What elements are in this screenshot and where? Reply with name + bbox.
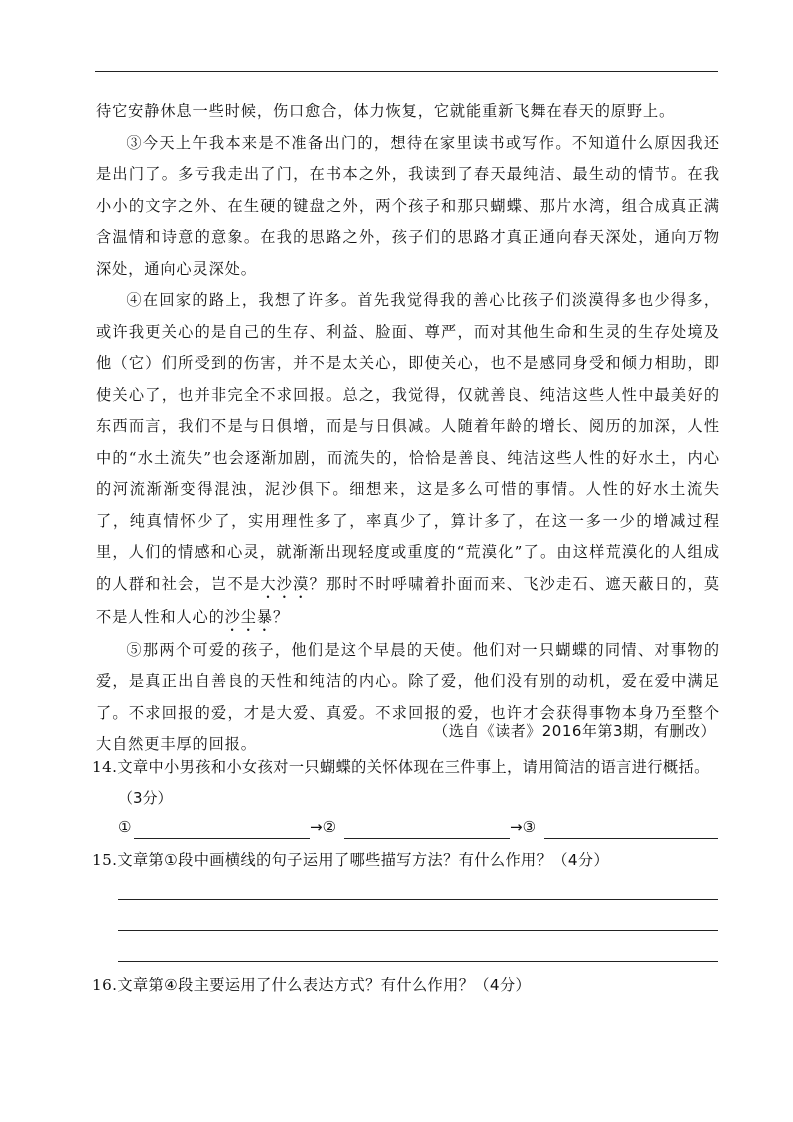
answer-line-15-2[interactable]: [118, 930, 718, 931]
blank-2-marker: →②: [310, 818, 337, 836]
question-15-text: 文章第①段中画横线的句子运用了哪些描写方法？有什么作用？（4分）: [117, 851, 610, 869]
answer-line-15-1[interactable]: [118, 899, 718, 900]
header-rule: [95, 71, 718, 72]
answer-blank-3[interactable]: [544, 838, 718, 839]
paragraph-continued: 待它安静休息一些时候，伤口愈合，体力恢复，它就能重新飞舞在春天的原野上。: [96, 102, 676, 120]
question-16-number: 16.: [92, 976, 118, 994]
emphasized-big-desert: 大沙漠: [260, 574, 310, 593]
passage: [96, 96, 720, 761]
paragraph-5: ⑤那两个可爱的孩子，他们是这个早晨的天使。他们对一只蝴蝶的同情、对事物的爱，是真正出自善良的天性和纯洁的内心。除了爱，他们没有别的动机，爱在爱中满足了。不求回报的爱，才是大爱、真爱。不求回报的爱，也许才会获得事物本身乃至整个大自然更丰厚的回报。: [96, 640, 720, 753]
paragraph-4-mid: ？那时不时呼啸着扑面而来、飞沙走石、遮天蔽日的，莫不是人性和人心的: [96, 574, 721, 626]
answer-blank-1[interactable]: [134, 838, 310, 839]
question-16: [92, 974, 531, 995]
question-14-score: （3分）: [118, 789, 173, 807]
paragraph-4: [96, 285, 720, 635]
question-14: [92, 756, 710, 777]
question-14-answer-blanks: [118, 818, 718, 840]
question-15-number: 15.: [92, 851, 118, 869]
question-15: [92, 849, 609, 870]
paragraph-4-end: ？: [272, 607, 290, 626]
question-14-text: 文章中小男孩和小女孩对一只蝴蝶的关怀体现在三件事上，请用简洁的语言进行概括。: [117, 758, 710, 776]
emphasized-sandstorm: 沙尘暴: [224, 607, 273, 626]
blank-1-marker: ①: [118, 818, 132, 836]
paragraph-3: ③今天上午我本来是不准备出门的，想待在家里读书或写作。不知道什么原因我还是出门了。多亏我走出了门，在书本之外，我读到了春天最纯洁、最生动的情节。在我小小的文字之外、在生硬的键盘之外，两个孩子和那只蝴蝶、那片水湾，组合成真正满含温情和诗意的意象。在我的思路之外，孩子们的思路才真正通向春天深处，通向万物深处，通向心灵深处。: [96, 133, 720, 278]
source-citation: （选自《读者》2016年第3期，有删改）: [433, 722, 716, 740]
blank-3-marker: →③: [510, 818, 537, 836]
question-14-number: 14.: [92, 758, 118, 776]
paragraph-4-main: ④在回家的路上，我想了许多。首先我觉得我的善心比孩子们淡漠得多也少得多，或许我更关心的是自己的生存、利益、脸面、尊严，而对其他生命和生灵的生存处境及他（它）们所受到的伤害，并不是太关心，即使关心，也不是感同身受和倾力相助，即使关心了，也并非完全不求回报。总之，我觉得，仅就善良、纯洁这些人性中最美好的东西而言，我们不是与日俱增，而是与日俱减。人随着年龄的增长、阅历的加深，人性中的“水土流失”也会逐渐加剧，而流失的，恰恰是善良、纯洁这些人性的好水土，内心的河流渐渐变得混浊，泥沙俱下。细想来，这是多么可惜的事情。人性的好水土流失了，纯真情怀少了，实用理性多了，率真少了，算计多了，在这一多一少的增减过程里，人们的情感和心灵，就渐渐出现轻度或重度的“荒漠化”了。由这样荒漠化的人组成的人群和社会，岂不是: [96, 291, 720, 593]
question-16-text: 文章第④段主要运用了什么表达方式？有什么作用？（4分）: [117, 976, 532, 994]
answer-line-15-3[interactable]: [118, 961, 718, 962]
answer-blank-2[interactable]: [344, 838, 510, 839]
